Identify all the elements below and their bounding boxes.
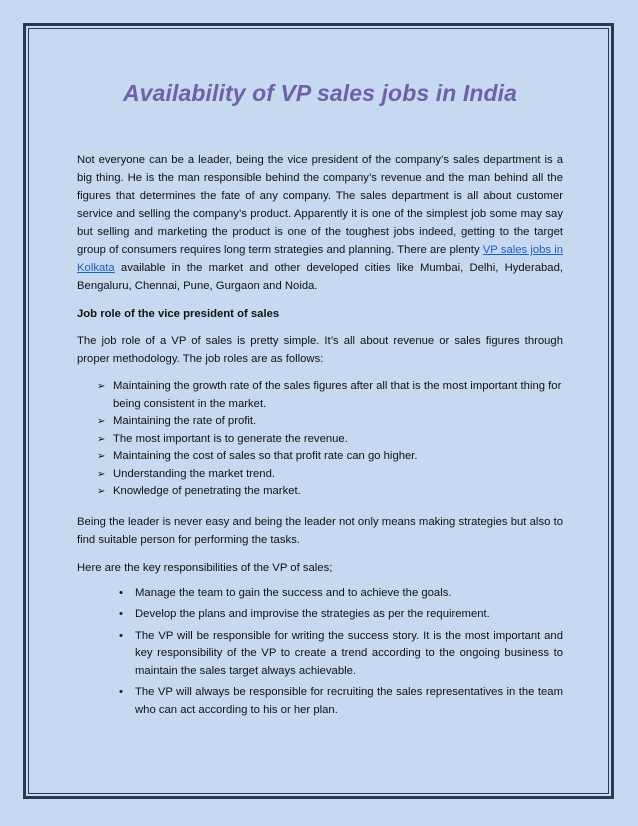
- arrow-bullet-icon: ➢: [97, 468, 106, 480]
- list-item: ➢ Understanding the market trend.: [97, 466, 563, 484]
- list-item: ➢ Knowledge of penetrating the market.: [97, 483, 563, 501]
- arrow-bullet-icon: ➢: [97, 486, 106, 497]
- list-item: ➢ Maintaining the cost of sales so that profit rate can go higher.: [97, 448, 563, 466]
- list-item: ➢ The most important is to generate the revenue.: [97, 431, 563, 449]
- bullet-dot-icon: •: [119, 629, 123, 642]
- list-item: ➢ Maintaining the rate of profit.: [97, 413, 563, 431]
- list-item: • The VP will always be responsible for recruiting the sales representatives in the team who can act according to his or her plan.: [119, 686, 563, 716]
- document-body: [77, 78, 563, 723]
- bullet-dot-icon: •: [119, 586, 123, 599]
- responsibilities-list: [77, 585, 563, 720]
- intro-text-after-link: available in the market and other developed cities like Mumbai, Delhi, Hyderabad, Bengaluru, Chennai, Pune, Gurgaon and Noida.: [77, 262, 563, 292]
- list-item: • The VP will be responsible for writing the success story. It is the most important and key responsibility of the VP to create a trend according to the ongoing business to maintain the sales target always achievable.: [119, 629, 563, 677]
- arrow-bullet-icon: ➢: [97, 416, 106, 427]
- arrow-bullet-icon: ➢: [97, 433, 106, 445]
- responsibilities-intro: Here are the key responsibilities of the VP of sales;: [77, 561, 333, 574]
- role-list: [77, 378, 563, 501]
- list-item: • Manage the team to gain the success and to achieve the goals.: [119, 585, 563, 603]
- vp-sales-jobs-kolkata-link[interactable]: VP sales jobs in Kolkata: [77, 244, 564, 274]
- bullet-dot-icon: •: [119, 686, 123, 698]
- page-title: Availability of VP sales jobs in India: [122, 80, 518, 106]
- bullet-dot-icon: •: [119, 608, 123, 620]
- arrow-bullet-icon: ➢: [97, 451, 106, 462]
- section-heading-job-role: Job role of the vice president of sales: [77, 308, 280, 320]
- list-item: ➢ Maintaining the growth rate of the sales figures after all that is the most important thing for being consistent in the market.: [97, 380, 562, 410]
- arrow-bullet-icon: ➢: [97, 381, 106, 392]
- role-paragraph: The job role of a VP of sales is pretty simple. It’s all about revenue or sales figures through proper methodology. The job roles are as follows:: [77, 335, 563, 365]
- intro-text-before-link: Not everyone can be a leader, being the vice president of the company’s sales department is a big thing. He is the man responsible behind the company’s revenue and the man behind all the figures that determines the fate of any company. The sales department is all about customer service and selling the company’s product. Apparently it is one of the simplest job some may say but selling and marketing the product is one of the toughest jobs indeed, getting to the target group of consumers requires long term strategies and planning. There are plenty: [77, 154, 563, 256]
- intro-paragraph: [77, 151, 563, 295]
- list-item: • Develop the plans and improvise the strategies as per the requirement.: [119, 606, 563, 624]
- leader-paragraph: Being the leader is never easy and being the leader not only means making strategies but also to find suitable person for performing the tasks.: [77, 515, 563, 546]
